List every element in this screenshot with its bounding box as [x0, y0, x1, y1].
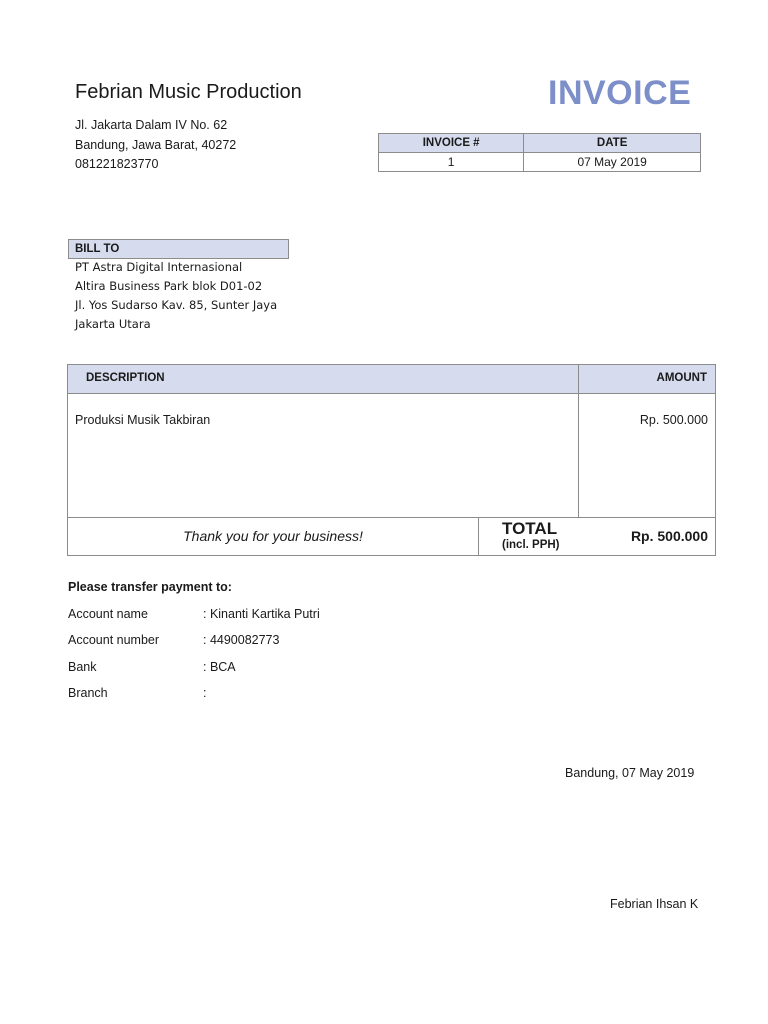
total-amount: Rp. 500.000 — [630, 528, 708, 544]
item-amount: Rp. 500.000 — [639, 413, 708, 427]
invoice-date-value: 07 May 2019 — [524, 153, 701, 172]
total-row-divider — [68, 517, 715, 518]
thank-you-note: Thank you for your business! — [183, 528, 363, 544]
item-description: Produksi Musik Takbiran — [75, 413, 211, 427]
payment-label: Account name — [68, 607, 148, 621]
payment-value: : BCA — [203, 660, 236, 674]
payment-value: : — [203, 686, 207, 700]
invoice-title: INVOICE — [548, 74, 692, 112]
bill-to-line: Altira Business Park blok D01-02 — [75, 279, 263, 293]
invoice-meta-table — [378, 133, 701, 172]
company-address — [75, 116, 236, 175]
column-divider — [578, 365, 579, 517]
address-line: Jl. Jakarta Dalam IV No. 62 — [75, 118, 228, 132]
bill-to-address — [75, 258, 277, 334]
bill-to-header: BILL TO — [68, 239, 289, 259]
description-column-header: DESCRIPTION — [86, 372, 165, 384]
date-header: DATE — [524, 134, 701, 153]
signer-name: Febrian Ihsan K — [610, 897, 699, 911]
phone-number: 081221823770 — [75, 157, 159, 171]
company-name: Febrian Music Production — [75, 81, 302, 103]
payment-label: Account number — [68, 633, 160, 647]
payment-instructions-title: Please transfer payment to: — [68, 580, 232, 594]
invoice-number-value: 1 — [379, 153, 524, 172]
total-label: TOTAL — [502, 519, 558, 538]
payment-value: : Kinanti Kartika Putri — [203, 607, 320, 621]
total-column-divider — [478, 517, 479, 555]
bill-to-line: Jl. Yos Sudarso Kav. 85, Sunter Jaya — [75, 298, 278, 312]
items-table — [67, 364, 716, 556]
payment-label: Branch — [68, 686, 108, 700]
payment-value: : 4490082773 — [203, 633, 280, 647]
signature-place-date: Bandung, 07 May 2019 — [565, 766, 695, 780]
bill-to-line: Jakarta Utara — [75, 317, 151, 331]
total-tax-note: (incl. PPH) — [502, 539, 560, 551]
bill-to-line: PT Astra Digital Internasional — [75, 260, 243, 274]
amount-column-header: AMOUNT — [656, 372, 707, 384]
invoice-number-header: INVOICE # — [379, 134, 524, 153]
items-table-header — [68, 365, 715, 394]
payment-label: Bank — [68, 660, 97, 674]
address-line: Bandung, Jawa Barat, 40272 — [75, 137, 237, 152]
